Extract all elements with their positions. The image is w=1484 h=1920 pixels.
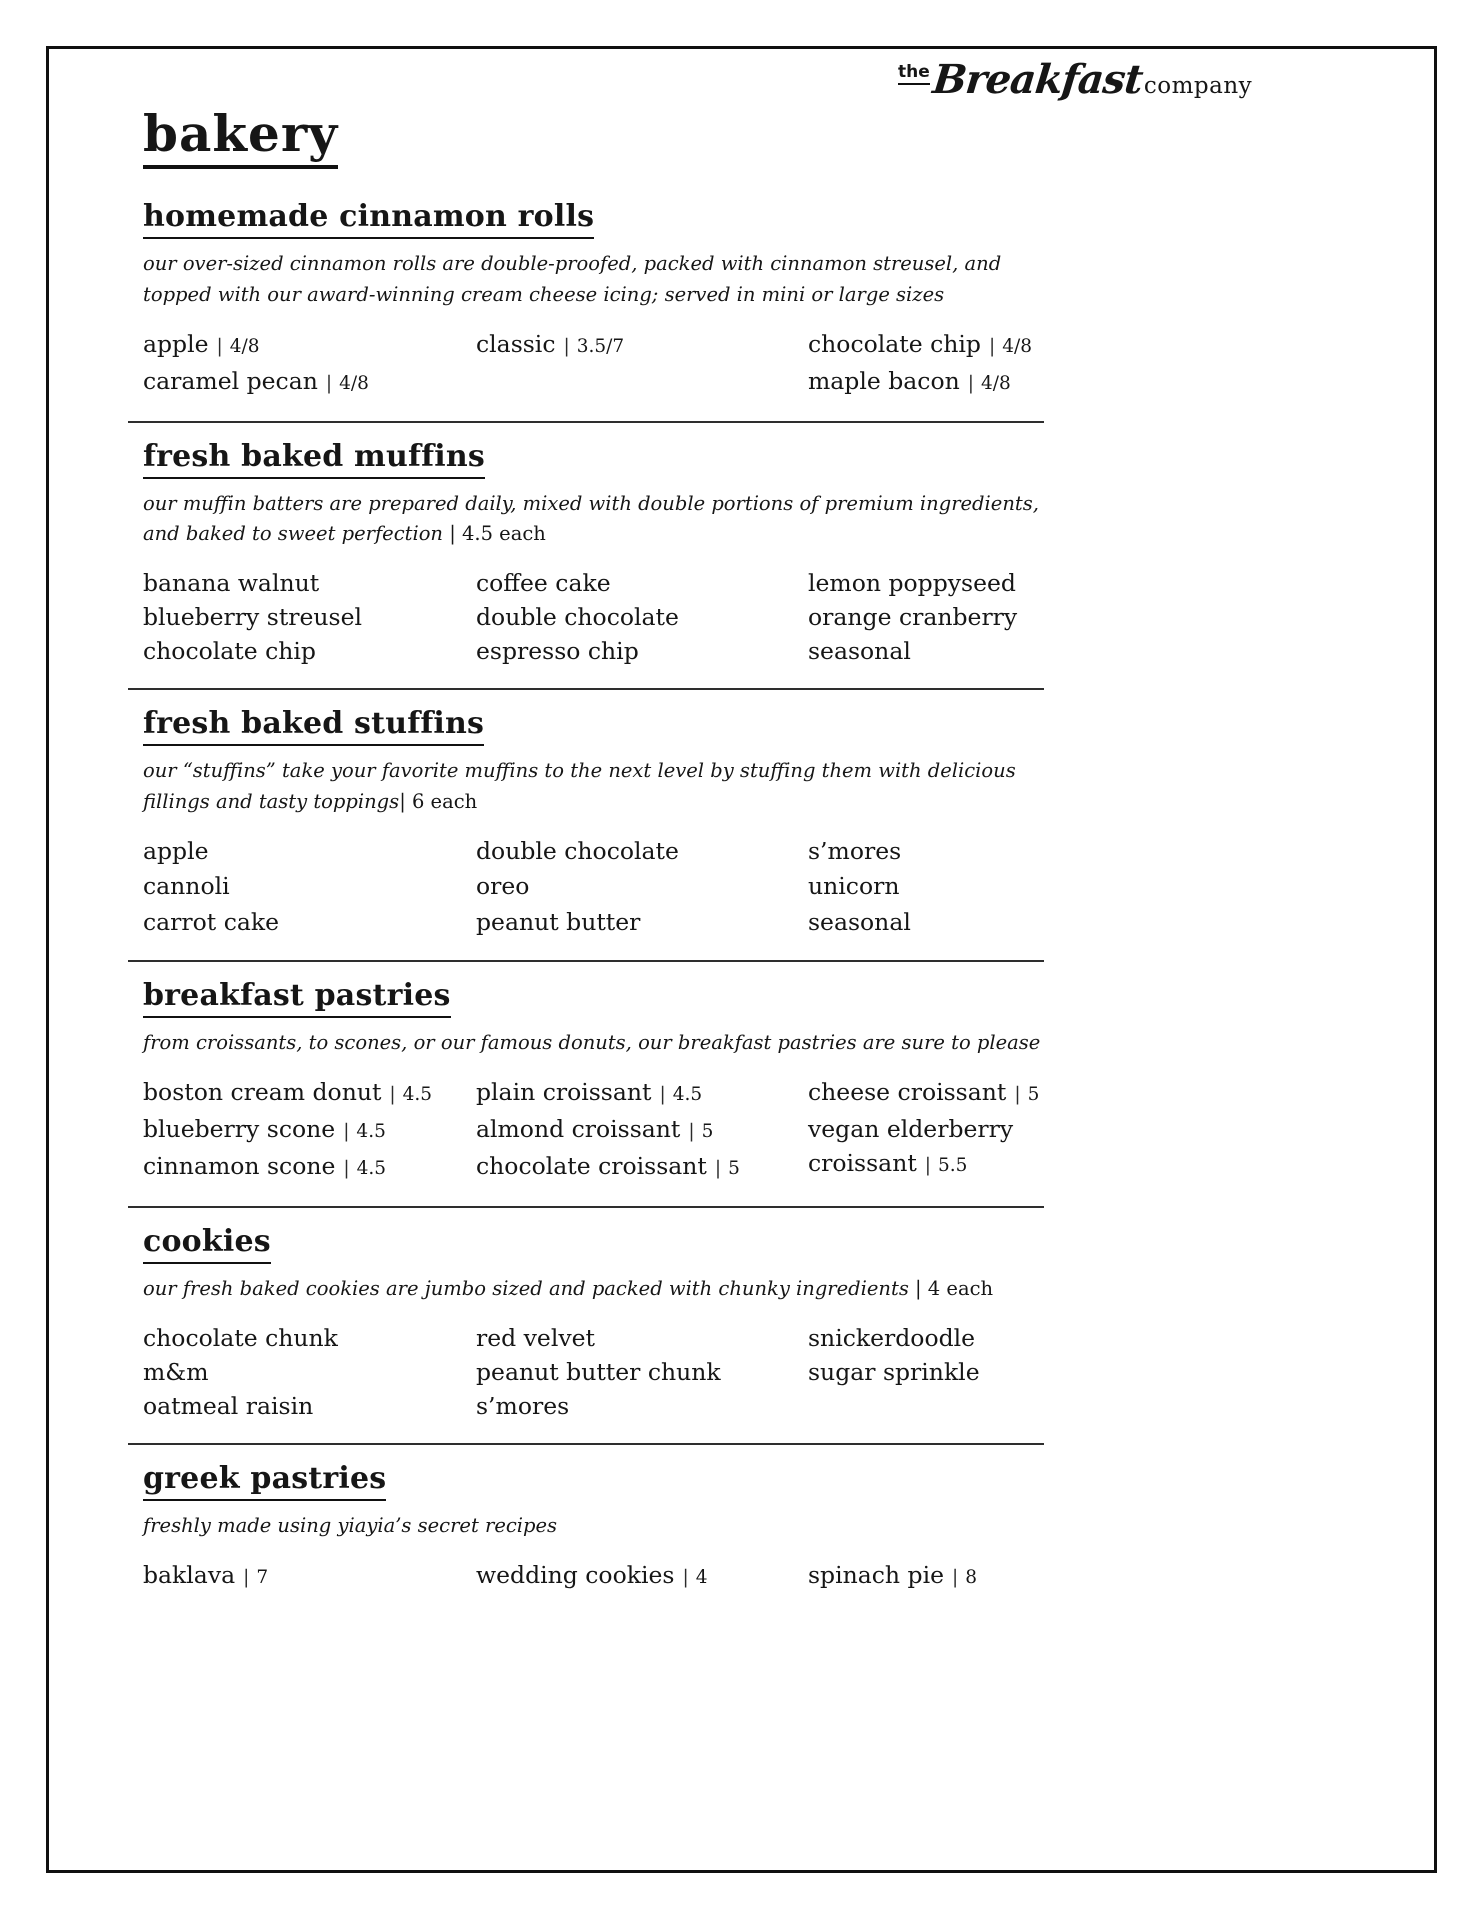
- item-name: plain croissant: [476, 1078, 652, 1107]
- item-separator: |: [952, 1566, 959, 1588]
- menu-item: [808, 634, 1059, 668]
- section-stuffins: [143, 706, 1059, 940]
- item-name: carrot cake: [143, 907, 280, 936]
- menu-item: [476, 1075, 808, 1112]
- item-name: coffee cake: [476, 569, 611, 598]
- item-name: chocolate chip: [143, 637, 316, 666]
- item-name: caramel pecan: [143, 366, 318, 395]
- section-heading: breakfast pastries: [143, 978, 1059, 1018]
- item-name: blueberry scone: [143, 1115, 336, 1144]
- section-heading: cookies: [143, 1224, 1059, 1264]
- menu-column: [808, 1321, 1059, 1423]
- item-name: snickerdoodle: [808, 1323, 976, 1352]
- menu-item: [143, 566, 476, 600]
- logo-the: the: [898, 62, 930, 85]
- menu-column: [808, 1075, 1059, 1186]
- section-description: our “stuffins” take your favorite muffins to the next level by stuffing them with delicious fillings and tasty toppings| 6 each: [143, 759, 1016, 813]
- menu-item: [143, 869, 476, 905]
- menu-items-grid: [143, 327, 1059, 401]
- item-price: 4.5: [672, 1084, 703, 1106]
- menu-item: [808, 905, 1059, 941]
- item-price: 4/8: [1002, 335, 1032, 357]
- menu-item: [143, 634, 476, 668]
- menu-item: [808, 1075, 1059, 1112]
- item-name: oreo: [476, 872, 530, 901]
- menu-item: [808, 364, 1059, 401]
- section-heading: greek pastries: [143, 1461, 1059, 1501]
- menu-column: [143, 834, 476, 941]
- menu-item: [476, 1355, 808, 1389]
- menu-item: [143, 1389, 476, 1423]
- item-separator: |: [243, 1566, 250, 1588]
- menu-item: [808, 1112, 1059, 1183]
- item-separator: |: [682, 1566, 689, 1588]
- item-name: orange cranberry: [808, 603, 1018, 632]
- item-price: 4.5: [356, 1121, 386, 1143]
- section-heading: fresh baked stuffins: [143, 706, 1059, 746]
- menu-item: [808, 834, 1059, 870]
- item-separator: |: [563, 335, 570, 357]
- section-description: freshly made using yiayia’s secret recipes: [143, 1513, 558, 1537]
- menu-item: [143, 1558, 476, 1595]
- item-price: 5: [1027, 1084, 1040, 1106]
- menu-item: [143, 327, 476, 364]
- menu-item: [476, 1112, 808, 1149]
- menu-column: [476, 834, 808, 941]
- item-name: peanut butter chunk: [476, 1357, 721, 1386]
- menu-items-grid: [143, 834, 1059, 941]
- item-price: 4/8: [980, 372, 1011, 394]
- item-price: 4: [695, 1566, 708, 1588]
- item-name: espresso chip: [476, 637, 639, 666]
- menu-column: [476, 566, 808, 668]
- menu-column: [143, 1321, 476, 1423]
- item-name: seasonal: [808, 907, 911, 936]
- item-name: boston cream donut: [143, 1078, 382, 1107]
- item-name: chocolate chunk: [143, 1323, 338, 1352]
- item-price: 4/8: [229, 335, 260, 357]
- menu-column: [808, 327, 1059, 401]
- item-separator: |: [1014, 1084, 1021, 1106]
- menu-item: [143, 1149, 476, 1186]
- menu-item: [476, 566, 808, 600]
- menu-content: [143, 104, 1059, 1601]
- item-separator: |: [216, 335, 223, 357]
- menu-items-grid: [143, 1321, 1059, 1423]
- menu-item: [808, 327, 1059, 364]
- item-name: banana walnut: [143, 569, 320, 598]
- item-name: red velvet: [476, 1323, 595, 1352]
- item-separator: |: [659, 1084, 666, 1106]
- item-name: apple: [143, 836, 209, 865]
- menu-column: [476, 327, 808, 401]
- menu-column: [143, 566, 476, 668]
- page-title: bakery: [143, 104, 1059, 169]
- section-divider: [128, 960, 1044, 962]
- menu-item: [476, 834, 808, 870]
- item-name: lemon poppyseed: [808, 569, 1016, 598]
- item-separator: |: [714, 1158, 722, 1180]
- menu-column: [476, 1321, 808, 1423]
- menu-column: [143, 1558, 476, 1595]
- menu-item: [476, 1149, 808, 1186]
- item-name: apple: [143, 329, 209, 358]
- section-muffins: [143, 439, 1059, 669]
- item-price: 5: [728, 1158, 740, 1180]
- menu-column: [476, 1075, 808, 1186]
- menu-column: [476, 1558, 808, 1595]
- item-name: s’mores: [808, 836, 902, 865]
- item-price: 4.5: [356, 1158, 387, 1180]
- menu-item: [808, 1355, 1059, 1389]
- menu-column: [808, 566, 1059, 668]
- menu-items-grid: [143, 566, 1059, 668]
- item-name: double chocolate: [476, 836, 679, 865]
- section-description: our over-sized cinnamon rolls are double-proofed, packed with cinnamon streusel, and topped with our award-winning cream cheese icing; served in mini or large sizes: [143, 252, 1002, 306]
- item-name: wedding cookies: [476, 1560, 675, 1589]
- section-divider: [128, 1443, 1044, 1445]
- menu-item: [476, 634, 808, 668]
- menu-items-grid: [143, 1558, 1059, 1595]
- item-price: 8: [965, 1566, 978, 1588]
- menu-item: [476, 327, 808, 364]
- menu-item: [143, 1321, 476, 1355]
- menu-column: [808, 1558, 1059, 1595]
- section-description: our fresh baked cookies are jumbo sized and packed with chunky ingredients | 4 each: [143, 1277, 994, 1301]
- item-name: cheese croissant: [808, 1078, 1007, 1107]
- menu-item: [143, 1075, 476, 1112]
- menu-item: [476, 1321, 808, 1355]
- brand-logo: [898, 56, 1252, 103]
- item-separator: |: [688, 1121, 695, 1143]
- item-name: vegan elderberry croissant: [808, 1115, 1014, 1178]
- item-separator: |: [325, 372, 333, 394]
- item-name: unicorn: [808, 872, 900, 901]
- section-cookies: [143, 1224, 1059, 1423]
- menu-column: [143, 327, 476, 401]
- item-separator: |: [967, 372, 974, 394]
- item-separator: |: [389, 1084, 396, 1106]
- item-name: classic: [476, 329, 556, 358]
- section-heading: fresh baked muffins: [143, 439, 1059, 479]
- menu-item: [143, 1355, 476, 1389]
- item-name: double chocolate: [476, 603, 679, 632]
- menu-item: [476, 869, 808, 905]
- section-description: our muffin batters are prepared daily, mixed with double portions of premium ingredients, and baked to sweet perfection | 4.5 each: [143, 491, 1039, 546]
- menu-column: [143, 1075, 476, 1186]
- item-name: maple bacon: [808, 366, 960, 395]
- item-name: sugar sprinkle: [808, 1357, 980, 1386]
- item-name: cinnamon scone: [143, 1152, 336, 1181]
- item-separator: |: [343, 1158, 350, 1180]
- menu-item: [476, 1389, 808, 1423]
- menu-column: [808, 834, 1059, 941]
- item-price: 5: [701, 1121, 714, 1143]
- menu-item: [808, 1558, 1059, 1595]
- logo-script: Breakfast: [930, 56, 1145, 103]
- item-name: cannoli: [143, 872, 230, 901]
- section-greek-pastries: [143, 1461, 1059, 1595]
- menu-item: [808, 600, 1059, 634]
- menu-item: [143, 1112, 476, 1149]
- menu-item: [476, 600, 808, 634]
- item-price: 4/8: [339, 372, 369, 394]
- item-name: almond croissant: [476, 1115, 681, 1144]
- menu-items-grid: [143, 1075, 1059, 1186]
- menu-item: [143, 600, 476, 634]
- item-price: 3.5/7: [576, 335, 625, 357]
- menu-item: [143, 905, 476, 941]
- item-name: seasonal: [808, 637, 911, 666]
- menu-item: [476, 905, 808, 941]
- section-heading: homemade cinnamon rolls: [143, 199, 1059, 239]
- item-separator: |: [343, 1121, 350, 1143]
- section-description: from croissants, to scones, or our famous donuts, our breakfast pastries are sure to please: [143, 1031, 1041, 1055]
- item-separator: |: [988, 335, 996, 357]
- item-name: m&m: [143, 1357, 209, 1386]
- item-price: 7: [256, 1566, 269, 1588]
- item-separator: |: [924, 1155, 932, 1177]
- menu-item: [476, 1558, 808, 1595]
- menu-item: [808, 1321, 1059, 1355]
- item-name: chocolate chip: [808, 329, 981, 358]
- menu-item: [808, 566, 1059, 600]
- section-divider: [128, 688, 1044, 690]
- item-price: 4.5: [402, 1084, 433, 1106]
- section-divider: [128, 1206, 1044, 1208]
- item-name: spinach pie: [808, 1560, 944, 1589]
- item-name: chocolate croissant: [476, 1152, 707, 1181]
- item-name: s’mores: [476, 1391, 570, 1420]
- menu-item: [143, 364, 476, 401]
- item-name: peanut butter: [476, 907, 641, 936]
- menu-item: [808, 869, 1059, 905]
- item-name: oatmeal raisin: [143, 1391, 314, 1420]
- section-breakfast-pastries: [143, 978, 1059, 1186]
- item-name: blueberry streusel: [143, 603, 363, 632]
- section-divider: [128, 421, 1044, 423]
- section-cinnamon-rolls: [143, 199, 1059, 401]
- menu-item: [143, 834, 476, 870]
- logo-company: company: [1143, 73, 1253, 99]
- item-price: 5.5: [938, 1155, 968, 1177]
- item-name: baklava: [143, 1560, 236, 1589]
